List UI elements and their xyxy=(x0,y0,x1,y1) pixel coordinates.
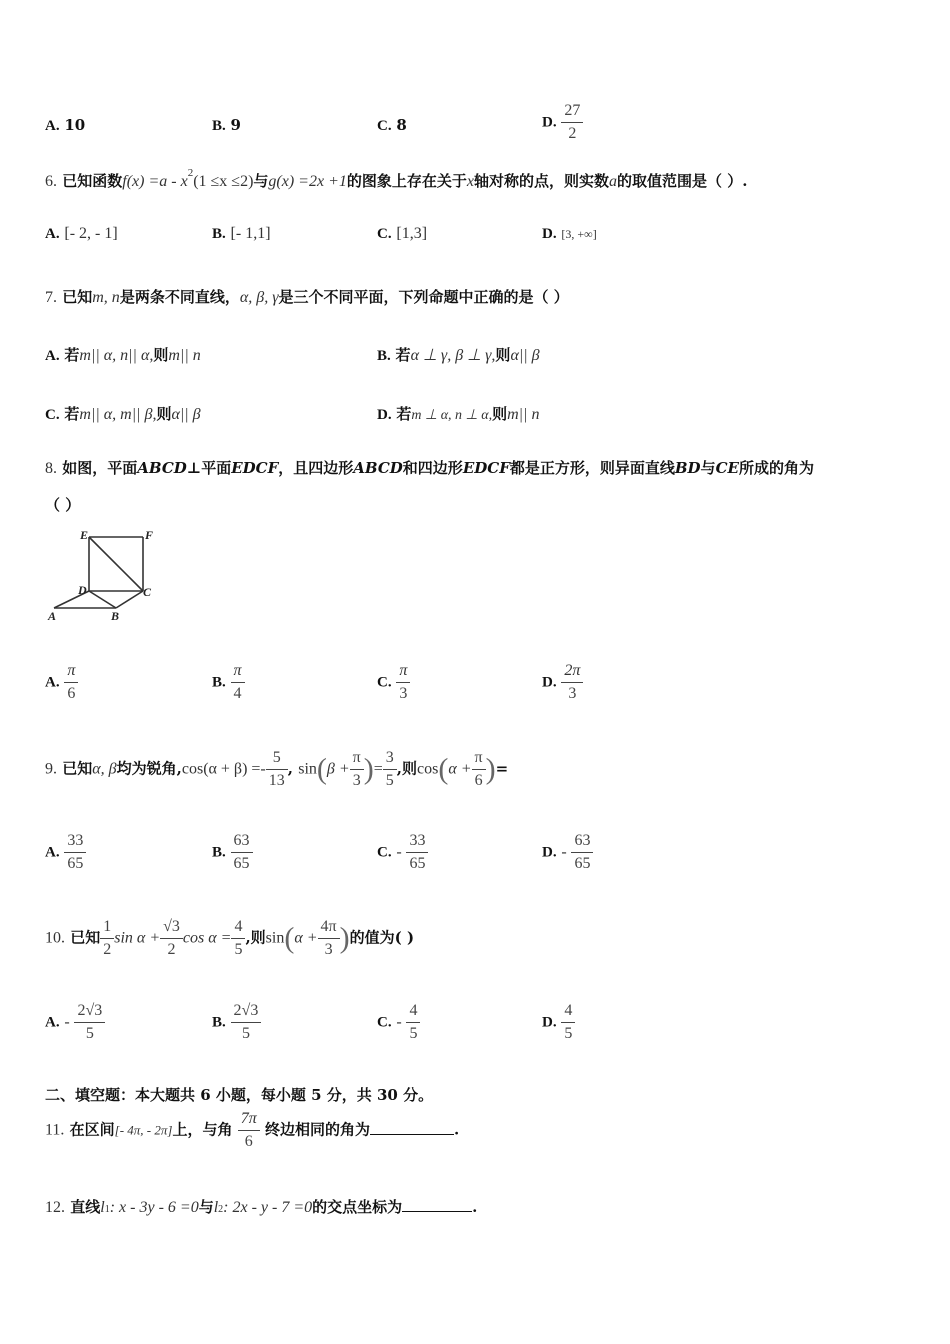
q9-option-d: D. - $\frac{63}{65}$ xyxy=(542,830,593,875)
figure-label-c: C xyxy=(143,585,152,599)
figure-edge-ec xyxy=(89,537,143,591)
question-6: 6. 已知函数$f(x) =a - x^2(1 \le x \le 2)$与g(x) =2x +1的图象上存在关于x轴对称的点，则实数a的取值范围是（ ）. xyxy=(45,167,748,190)
figure-label-a: A xyxy=(48,609,57,623)
q9-option-b: B. $\frac{63}{65}$ xyxy=(212,830,253,875)
question-12: 12. 直线l1: x - 3y - 6 =0与l2: 2x - y - 7 =0的交点坐标为 . xyxy=(45,1198,478,1216)
q7-option-d: D. 若m ⊥ α, n ⊥ α,则m|| n xyxy=(377,405,540,423)
q9-option-c: C. - $\frac{33}{65}$ xyxy=(377,830,428,875)
question-8-paren: （ ） xyxy=(45,496,81,514)
q8-option-a: A. $\frac{\pi}{6}$ xyxy=(45,660,78,705)
q6-option-d: D. [3, +∞] xyxy=(542,226,597,242)
q10-option-b: B. $\frac{2√3}{5}$ xyxy=(212,1000,261,1045)
q11-answer-blank[interactable] xyxy=(370,1134,454,1135)
question-11: 11. 在区间[- 4π, - 2π]上，与角 $\frac{7\pi}{6}$ 终边相同的角为 . xyxy=(45,1110,460,1150)
figure-edge-bc xyxy=(116,591,143,608)
q7-option-b: B. 若α ⊥ γ, β ⊥ γ,则α|| β xyxy=(377,346,540,364)
cube-figure xyxy=(40,520,170,630)
q8-option-c: C. $\frac{\pi}{3}$ xyxy=(377,660,410,705)
q5-option-c: C. 8 xyxy=(377,116,407,134)
figure-label-e: E xyxy=(80,528,89,542)
figure-edge-db xyxy=(89,591,116,608)
question-8: 8. 如图，平面ABCD⊥平面EDCF，且四边形ABCD和四边形EDCF都是正方形，则异面直线BD与CE所成的角为 xyxy=(45,459,814,477)
q10-option-d: D. $\frac{4}{5}$ xyxy=(542,1000,575,1045)
q10-option-a: A. - $\frac{2√3}{5}$ xyxy=(45,1000,105,1045)
q5-option-b: B. 9 xyxy=(212,116,241,134)
figure-label-d: D xyxy=(78,583,87,597)
figure-label-f: F xyxy=(145,528,154,542)
q8-option-b: B. $\frac{\pi}{4}$ xyxy=(212,660,245,705)
q7-option-a: A. 若m|| α, n|| α,则m|| n xyxy=(45,346,201,364)
section-2-heading: 二、填空题：本大题共 6 小题，每小题 5 分，共 30 分。 xyxy=(45,1086,434,1104)
q9-option-a: A. $\frac{33}{65}$ xyxy=(45,830,86,875)
q10-option-c: C. - $\frac{4}{5}$ xyxy=(377,1000,420,1045)
q12-answer-blank[interactable] xyxy=(402,1211,472,1212)
q7-option-c: C. 若m|| α, m|| β,则α|| β xyxy=(45,405,201,423)
q8-option-d: D. $\frac{2\pi}{3}$ xyxy=(542,660,583,705)
figure-label-b: B xyxy=(111,609,120,623)
q6-option-b: B. [- 1,1] xyxy=(212,225,271,242)
q5-option-d: D. $\frac{27}{2}$ xyxy=(542,100,583,145)
question-10: 10. 已知 $\frac{1}{2}$ sin α + $\frac{√3}{2}$ cos α = $\frac{4}{5}$ ,则sin(α + $\frac{4\pi}{3}$ )的值为( ) xyxy=(45,918,415,958)
question-9: 9. 已知α, β均为锐角,cos(α + β) =- $\frac{5}{13}$ , sin(β + $\frac{\pi}{3}$ )= $\frac{3}{5}$ ,则cos(α + $\frac{\pi}{6}$ )= xyxy=(45,749,509,789)
q5-option-a: A. 10 xyxy=(45,116,86,134)
q6-option-a: A. [- 2, - 1] xyxy=(45,225,118,242)
question-7: 7. 已知m, n是两条不同直线，α, β, γ是三个不同平面，下列命题中正确的是（ ） xyxy=(45,288,569,306)
q6-option-c: C. [1,3] xyxy=(377,225,428,242)
